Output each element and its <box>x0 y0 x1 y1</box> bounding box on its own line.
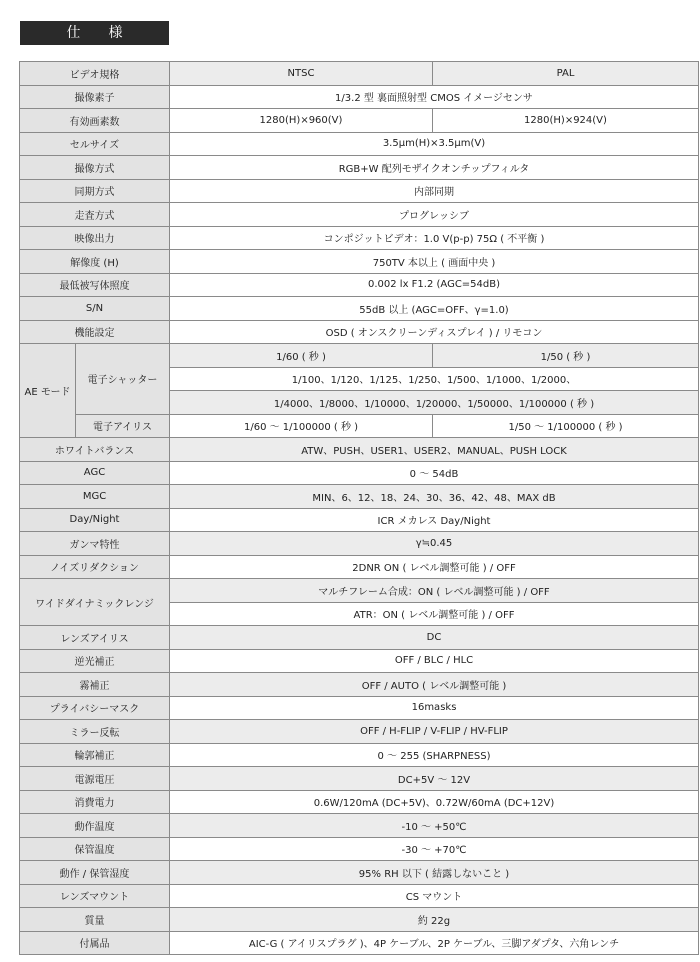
row-value: 内部同期 <box>170 179 699 203</box>
row-label: 動作 / 保管湿度 <box>20 861 170 885</box>
row-value: マルチフレーム合成：ON ( レベル調整可能 ) / OFF <box>170 579 699 603</box>
row-value: 0 ～ 255 (SHARPNESS) <box>170 743 699 767</box>
row-value: 0.002 lx F1.2 (AGC=54dB) <box>170 273 699 297</box>
shutter-ntsc: 1/60 ( 秒 ) <box>170 344 433 368</box>
row-label: 映像出力 <box>20 226 170 250</box>
row-label: ミラー反転 <box>20 720 170 744</box>
row-label: 解像度 (H) <box>20 250 170 274</box>
row-label: 霧補正 <box>20 673 170 697</box>
table-row <box>20 203 699 227</box>
table-row <box>20 62 699 86</box>
row-label: 有効画素数 <box>20 109 170 133</box>
pal-header: PAL <box>433 62 699 86</box>
table-row <box>20 226 699 250</box>
row-label: 逆光補正 <box>20 649 170 673</box>
table-row <box>20 696 699 720</box>
table-row <box>20 438 699 462</box>
iris-pal: 1/50 ～ 1/100000 ( 秒 ) <box>433 414 699 438</box>
table-row <box>20 790 699 814</box>
shutter-label: 電子シャッター <box>76 344 170 415</box>
table-row <box>20 485 699 509</box>
table-row <box>20 414 699 438</box>
row-label: 動作温度 <box>20 814 170 838</box>
shutter-speeds-line1: 1/100、1/120、1/125、1/250、1/500、1/1000、1/2000、 <box>170 367 699 391</box>
row-value: 55dB 以上 (AGC=OFF、γ=1.0) <box>170 297 699 321</box>
table-row <box>20 109 699 133</box>
row-label: 付属品 <box>20 931 170 955</box>
table-row <box>20 908 699 932</box>
row-value: 0 ～ 54dB <box>170 461 699 485</box>
row-value: 16masks <box>170 696 699 720</box>
row-label: 保管温度 <box>20 837 170 861</box>
table-row <box>20 743 699 767</box>
table-row <box>20 156 699 180</box>
row-label: ガンマ特性 <box>20 532 170 556</box>
iris-ntsc: 1/60 ～ 1/100000 ( 秒 ) <box>170 414 433 438</box>
table-row <box>20 179 699 203</box>
shutter-speeds-line2: 1/4000、1/8000、1/10000、1/20000、1/50000、1/100000 ( 秒 ) <box>170 391 699 415</box>
row-value: RGB+W 配列モザイクオンチップフィルタ <box>170 156 699 180</box>
table-row <box>20 320 699 344</box>
row-label: ホワイトバランス <box>20 438 170 462</box>
table-row <box>20 720 699 744</box>
row-value: -10 ～ +50℃ <box>170 814 699 838</box>
row-label: ノイズリダクション <box>20 555 170 579</box>
table-row <box>20 250 699 274</box>
row-value: OSD ( オンスクリーンディスプレイ ) / リモコン <box>170 320 699 344</box>
table-row <box>20 884 699 908</box>
row-value: ICR メカレス Day/Night <box>170 508 699 532</box>
row-value: CS マウント <box>170 884 699 908</box>
table-row <box>20 861 699 885</box>
row-label: 撮像方式 <box>20 156 170 180</box>
ntsc-header: NTSC <box>170 62 433 86</box>
row-value: 3.5μm(H)×3.5μm(V) <box>170 132 699 156</box>
row-label: AGC <box>20 461 170 485</box>
table-row <box>20 273 699 297</box>
row-label: ビデオ規格 <box>20 62 170 86</box>
table-row <box>20 626 699 650</box>
row-value: 95% RH 以下 ( 結露しないこと ) <box>170 861 699 885</box>
row-label: セルサイズ <box>20 132 170 156</box>
row-value: 約 22g <box>170 908 699 932</box>
table-row <box>20 837 699 861</box>
row-label: 質量 <box>20 908 170 932</box>
row-label: 同期方式 <box>20 179 170 203</box>
row-value: OFF / BLC / HLC <box>170 649 699 673</box>
row-value: OFF / AUTO ( レベル調整可能 ) <box>170 673 699 697</box>
row-value: 1/3.2 型 裏面照射型 CMOS イメージセンサ <box>170 85 699 109</box>
row-value: AIC-G ( アイリスプラグ )、4P ケーブル、2P ケーブル、三脚アダプタ、六角レンチ <box>170 931 699 955</box>
table-row <box>20 579 699 603</box>
table-row <box>20 461 699 485</box>
table-row <box>20 767 699 791</box>
table-row <box>20 532 699 556</box>
row-value: OFF / H-FLIP / V-FLIP / HV-FLIP <box>170 720 699 744</box>
table-row <box>20 673 699 697</box>
row-value: コンポジットビデオ：1.0 V(p-p) 75Ω ( 不平衡 ) <box>170 226 699 250</box>
table-row <box>20 508 699 532</box>
row-value: ATW、PUSH、USER1、USER2、MANUAL、PUSH LOCK <box>170 438 699 462</box>
row-label: Day/Night <box>20 508 170 532</box>
pal-value: 1280(H)×924(V) <box>433 109 699 133</box>
row-label: 消費電力 <box>20 790 170 814</box>
table-row <box>20 297 699 321</box>
table-row <box>20 344 699 368</box>
row-value: DC <box>170 626 699 650</box>
row-label: レンズマウント <box>20 884 170 908</box>
row-label: ワイドダイナミックレンジ <box>20 579 170 626</box>
table-row <box>20 555 699 579</box>
row-value: 2DNR ON ( レベル調整可能 ) / OFF <box>170 555 699 579</box>
row-value: 750TV 本以上 ( 画面中央 ) <box>170 250 699 274</box>
table-row <box>20 85 699 109</box>
row-label: 輪郭補正 <box>20 743 170 767</box>
row-label: レンズアイリス <box>20 626 170 650</box>
iris-label: 電子アイリス <box>76 414 170 438</box>
shutter-pal: 1/50 ( 秒 ) <box>433 344 699 368</box>
row-label: S/N <box>20 297 170 321</box>
table-row <box>20 132 699 156</box>
page-title: 仕 様 <box>20 21 169 45</box>
row-label: 電源電圧 <box>20 767 170 791</box>
row-value: プログレッシブ <box>170 203 699 227</box>
row-label: 走査方式 <box>20 203 170 227</box>
table-row <box>20 649 699 673</box>
row-value: 0.6W/120mA (DC+5V)、0.72W/60mA (DC+12V) <box>170 790 699 814</box>
spec-table <box>19 61 699 955</box>
row-value: MIN、6、12、18、24、30、36、42、48、MAX dB <box>170 485 699 509</box>
row-value: ATR：ON ( レベル調整可能 ) / OFF <box>170 602 699 626</box>
row-value: DC+5V ～ 12V <box>170 767 699 791</box>
row-label: 最低被写体照度 <box>20 273 170 297</box>
row-label: MGC <box>20 485 170 509</box>
row-label: 撮像素子 <box>20 85 170 109</box>
row-value: γ≒0.45 <box>170 532 699 556</box>
row-label: プライバシーマスク <box>20 696 170 720</box>
table-row <box>20 814 699 838</box>
ntsc-value: 1280(H)×960(V) <box>170 109 433 133</box>
row-label: 機能設定 <box>20 320 170 344</box>
table-row <box>20 931 699 955</box>
ae-mode-label: AE モード <box>20 344 76 438</box>
row-value: -30 ～ +70℃ <box>170 837 699 861</box>
